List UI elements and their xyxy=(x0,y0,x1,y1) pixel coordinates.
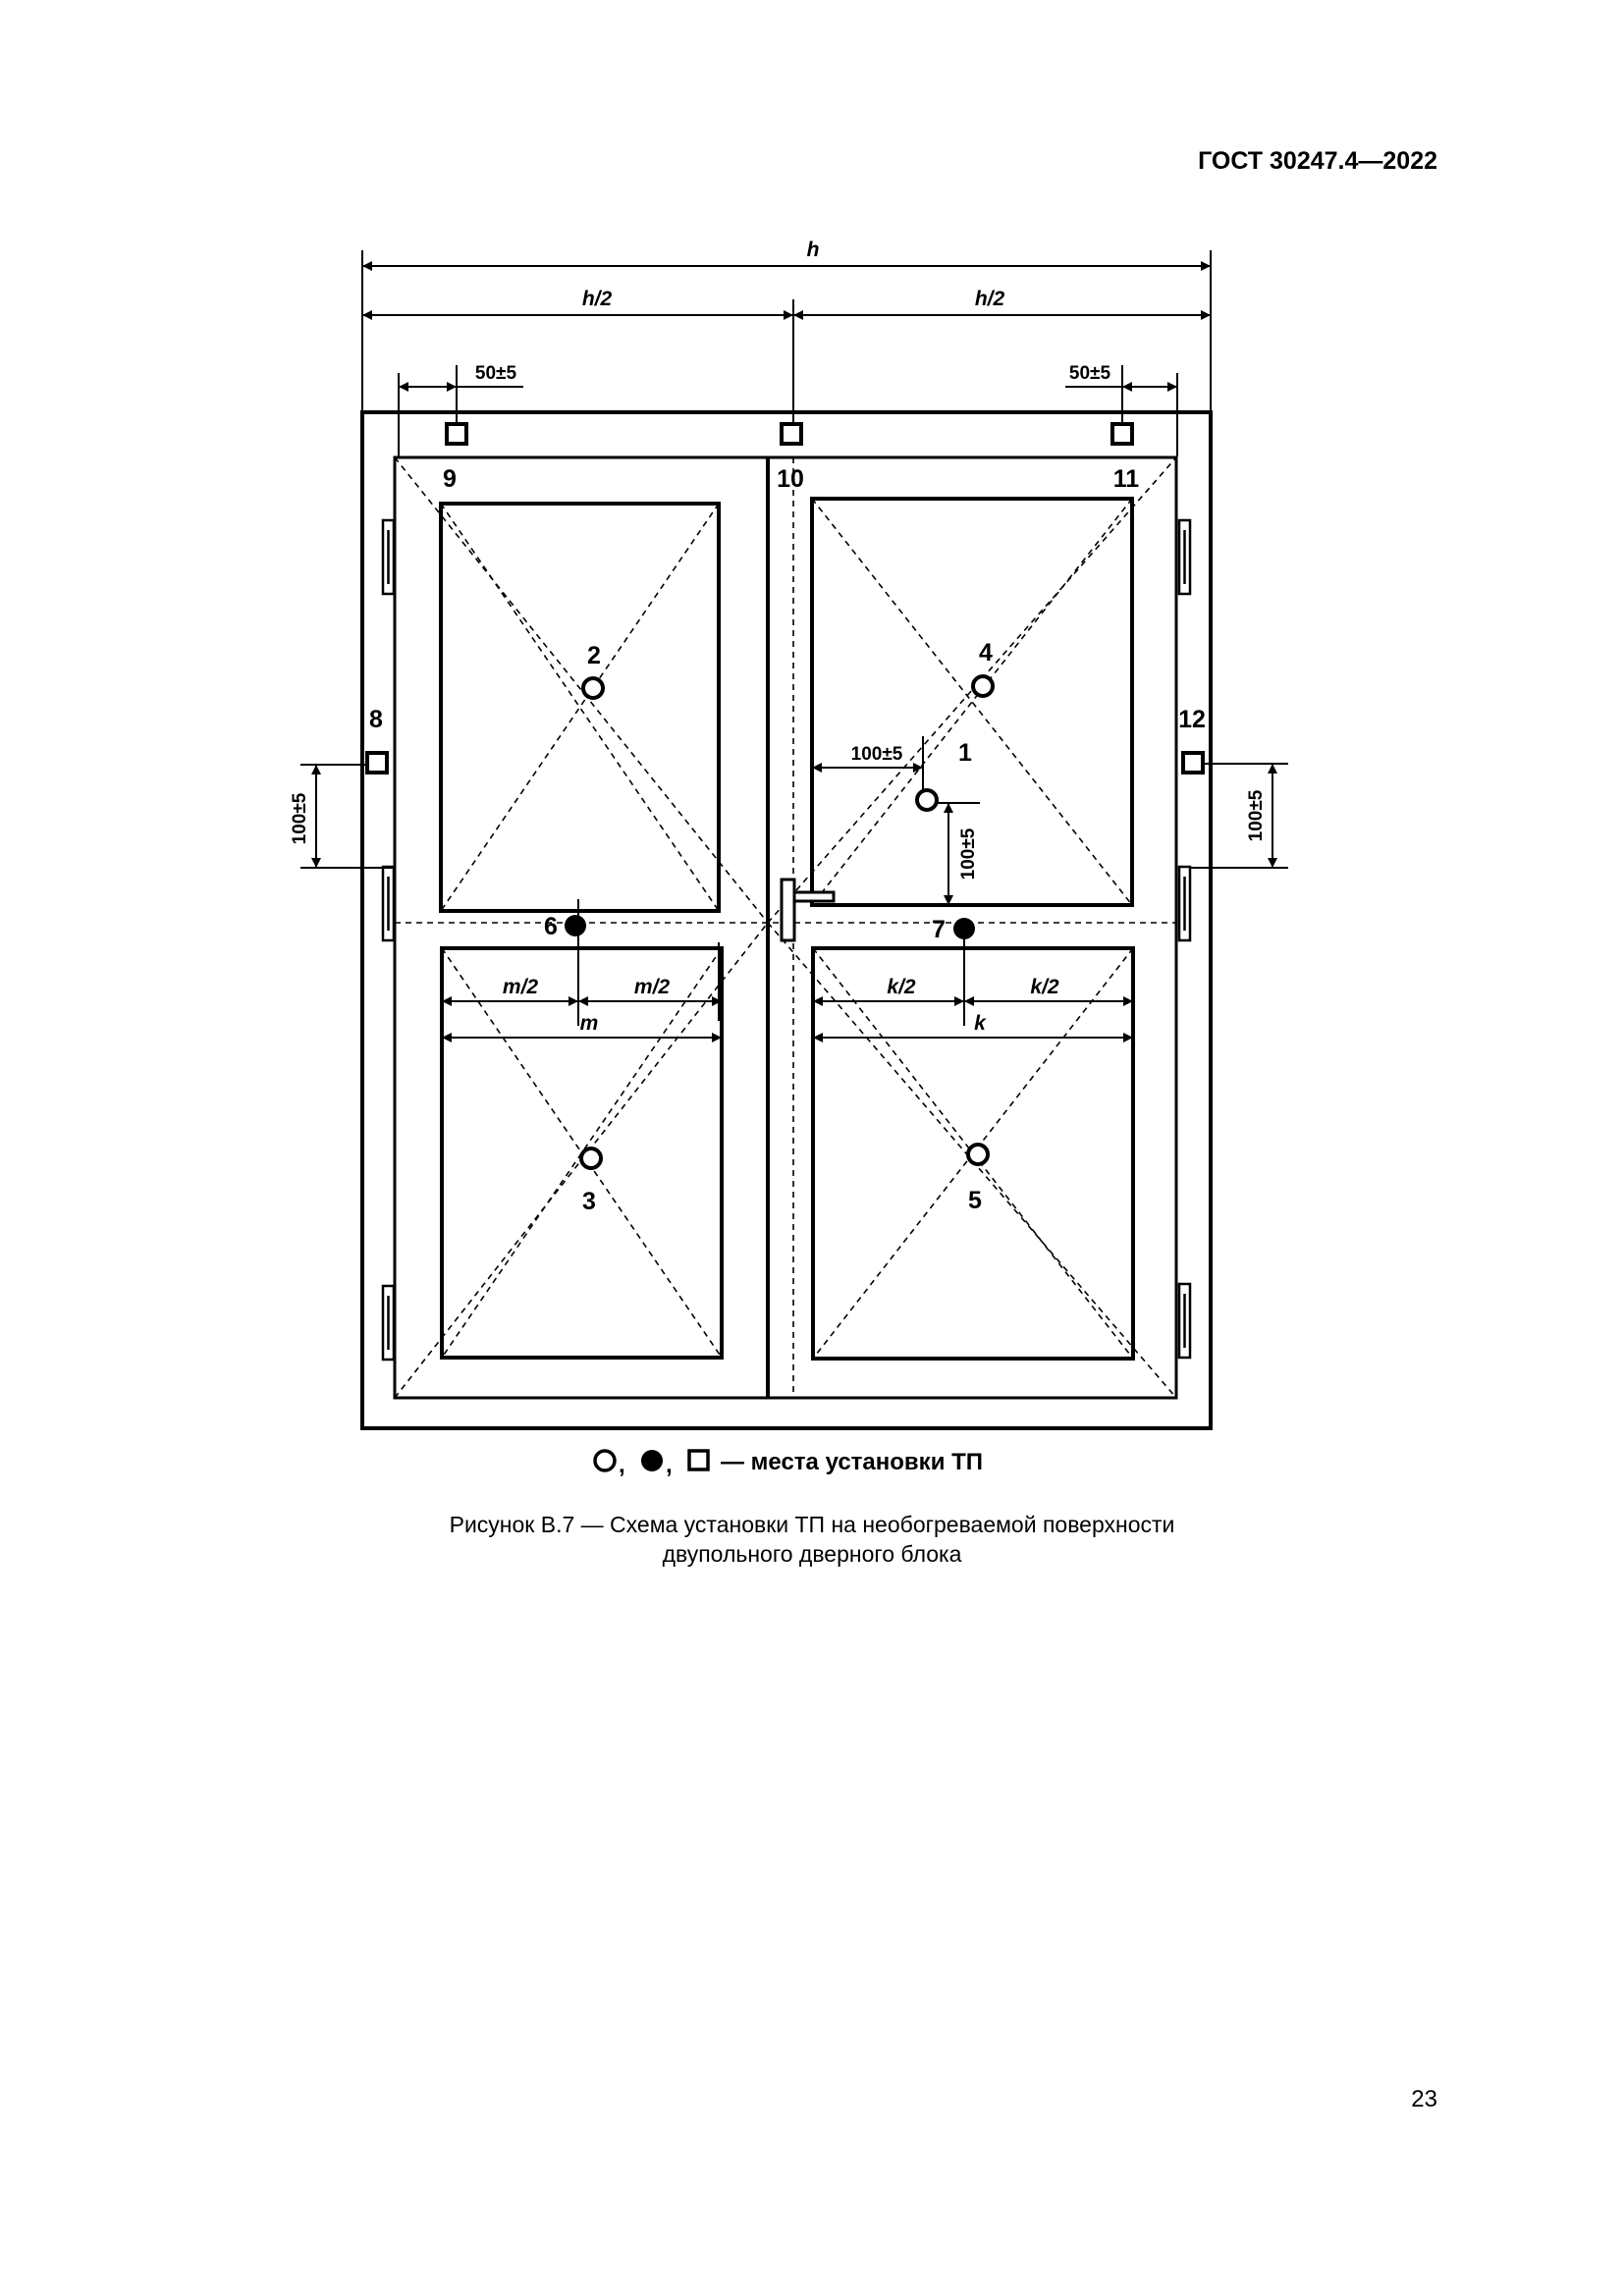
hinge-right-top-icon xyxy=(1179,520,1190,594)
point-2-label: 2 xyxy=(587,642,601,669)
dim-m-label: m xyxy=(579,1012,599,1035)
dim-m-half-left-label: m/2 xyxy=(502,976,539,998)
legend-separator-2: , xyxy=(666,1452,673,1478)
point-12-square-icon xyxy=(1183,753,1203,773)
point-5-open-circle-icon xyxy=(968,1145,988,1164)
page-number: 23 xyxy=(1411,2086,1437,2112)
legend xyxy=(595,1449,983,1478)
legend-open-circle-icon xyxy=(595,1451,615,1470)
point-6-label: 6 xyxy=(544,913,558,940)
legend-separator-1: , xyxy=(619,1452,625,1478)
dimension-point-12 xyxy=(1190,764,1288,868)
hinge-right-middle-icon xyxy=(1179,867,1190,940)
dim-offset-1-horizontal-label: 100±5 xyxy=(850,744,903,765)
dim-offset-left-label: 50±5 xyxy=(474,363,517,384)
hinge-left-bottom-icon xyxy=(383,1286,394,1360)
point-10-square-icon xyxy=(782,424,801,444)
door-handle-icon xyxy=(782,880,834,940)
point-2-open-circle-icon xyxy=(583,678,603,698)
point-3-open-circle-icon xyxy=(581,1148,601,1168)
standard-number: ГОСТ 30247.4—2022 xyxy=(1198,147,1437,175)
hinge-left-top-icon xyxy=(383,520,394,594)
dimension-point-8 xyxy=(300,765,393,868)
dim-offset-8-label: 100±5 xyxy=(290,792,310,845)
dim-h-label: h xyxy=(806,239,820,261)
figure-caption-line-1: Рисунок В.7 — Схема установки ТП на необогреваемой поверхности xyxy=(449,1512,1175,1537)
dim-offset-1-vertical-label: 100±5 xyxy=(958,828,979,881)
dim-h-half-right-label: h/2 xyxy=(974,288,1005,310)
point-6-filled-circle-icon xyxy=(565,915,586,936)
point-9-square-icon xyxy=(447,424,466,444)
hinge-left-middle-icon xyxy=(383,867,394,940)
point-5-label: 5 xyxy=(968,1187,982,1214)
point-1-label: 1 xyxy=(958,739,972,767)
point-9-label: 9 xyxy=(443,465,457,493)
dim-k-half-left-label: k/2 xyxy=(887,976,916,998)
dimension-k xyxy=(813,929,1133,1038)
point-4-open-circle-icon xyxy=(973,676,993,696)
point-8-square-icon xyxy=(367,753,387,773)
dim-k-label: k xyxy=(974,1012,986,1035)
point-11-label: 11 xyxy=(1112,465,1140,493)
point-12-label: 12 xyxy=(1178,706,1206,733)
point-1-open-circle-icon xyxy=(917,790,937,810)
point-4-label: 4 xyxy=(979,639,993,667)
point-7-filled-circle-icon xyxy=(953,918,975,939)
legend-filled-circle-icon xyxy=(641,1450,663,1471)
point-11-square-icon xyxy=(1112,424,1132,444)
point-10-label: 10 xyxy=(777,465,804,493)
hinge-right-bottom-icon xyxy=(1179,1284,1190,1358)
point-8-label: 8 xyxy=(369,706,383,733)
dim-offset-right-label: 50±5 xyxy=(1068,363,1111,384)
figure-caption xyxy=(0,1510,1624,1569)
point-3-label: 3 xyxy=(582,1188,596,1215)
dim-offset-12-label: 100±5 xyxy=(1246,789,1267,842)
dim-m-half-right-label: m/2 xyxy=(633,976,671,998)
point-7-label: 7 xyxy=(932,916,946,943)
panel-left-top xyxy=(441,504,719,911)
dim-h-half-left-label: h/2 xyxy=(581,288,613,310)
legend-square-icon xyxy=(689,1451,708,1469)
legend-text: — места установки ТП xyxy=(721,1449,984,1475)
dim-k-half-right-label: k/2 xyxy=(1030,976,1059,998)
figure-caption-line-2: двупольного дверного блока xyxy=(662,1541,962,1567)
